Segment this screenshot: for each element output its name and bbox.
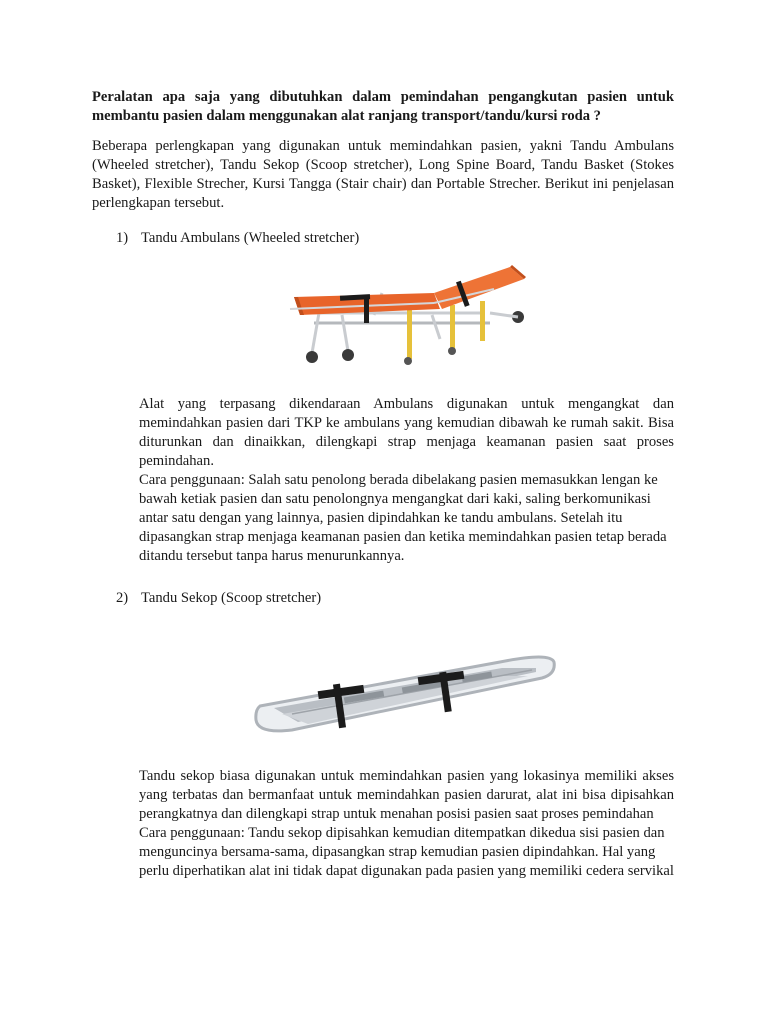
intro-paragraph: Beberapa perlengkapan yang digunakan untuk memindahkan pasien, yakni Tandu Ambulans (Wheeled stretcher), Tandu Sekop (Scoop stretcher), Long Spine Board, Tandu Basket (Stokes Basket), Flexible Strecher, Kursi Tangga (Stair chair) dan Portable Strecher. Berikut ini penjelasan perlengkapan tersebut. bbox=[92, 138, 674, 211]
scoop-stretcher-image bbox=[252, 648, 560, 734]
section-1-usage: Cara penggunaan: Salah satu penolong berada dibelakang pasien memasukkan lengan ke bawah ketiak pasien dan satu penolongnya mengangkat dari kaki, saling berkomunikasi antar satu dengan yang lainnya, pasien dipindahkan ke tandu ambulans. Setelah itu dipasangkan strap menjaga keamanan pasien dan ketika memindahkan pasien tetap berada ditandu tersebut tanpa harus menurunkannya. bbox=[139, 472, 667, 564]
section-2-body bbox=[139, 767, 674, 881]
section-2-description: Tandu sekop biasa digunakan untuk memindahkan pasien yang lokasinya memiliki akses yang terbatas dan bermanfaat untuk memindahkan pasien darurat, alat ini bisa dipisahkan perangkatnya dan dilengkapi strap untuk menahan posisi pasien saat proses pemindahan bbox=[139, 768, 674, 822]
section-2-number: 2) bbox=[116, 590, 129, 606]
section-2-title: Tandu Sekop (Scoop stretcher) bbox=[141, 590, 322, 606]
section-2-usage: Cara penggunaan: Tandu sekop dipisahkan kemudian ditempatkan dikedua sisi pasien dan menguncinya bersama-sama, dipasangkan strap kemudian pasien dipindahkan. Hal yang perlu diperhatikan alat ini tidak dapat digunakan pada pasien yang memiliki cedera servikal bbox=[139, 825, 674, 879]
section-1-description: Alat yang terpasang dikendaraan Ambulans digunakan untuk mengangkat dan memindahkan pasien dari TKP ke ambulans yang kemudian dibawah ke rumah sakit. Bisa diturunkan dan dinaikkan, dilengkapi strap menjaga keamanan pasien saat proses pemindahan. bbox=[139, 396, 674, 469]
section-1-title: Tandu Ambulans (Wheeled stretcher) bbox=[141, 230, 360, 246]
section-1-heading bbox=[116, 229, 359, 248]
question-heading: Peralatan apa saja yang dibutuhkan dalam pemindahan pengangkutan pasien untuk membantu pasien dalam menggunakan alat ranjang transport/tandu/kursi roda ? bbox=[92, 89, 674, 124]
section-2-heading bbox=[116, 589, 321, 608]
section-1-body bbox=[139, 395, 674, 566]
wheeled-stretcher-image bbox=[284, 253, 530, 367]
section-1-number: 1) bbox=[116, 230, 129, 246]
